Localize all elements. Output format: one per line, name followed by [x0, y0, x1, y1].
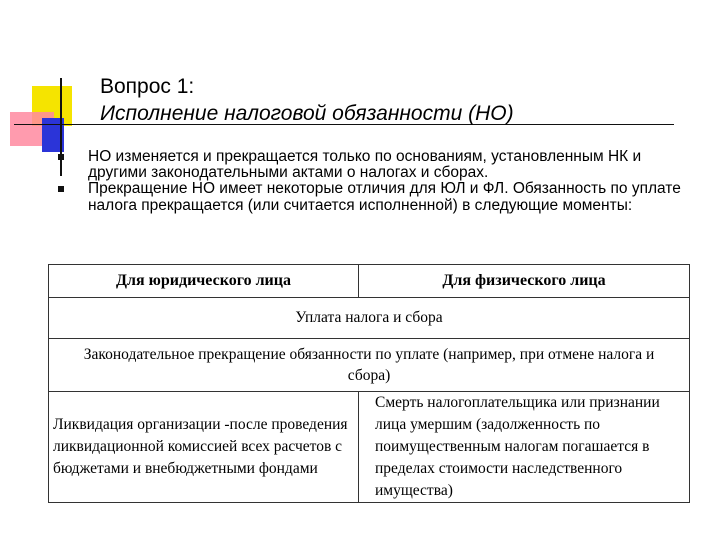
cell-tax-payment: Уплата налога и сбора	[49, 298, 690, 339]
table-row	[49, 392, 690, 503]
bullet-text: НО изменяется и прекращается только по основаниям, установленным НК и другими законодательными актами о налогах и сборах.	[88, 148, 642, 182]
cell-law-termination: Законодательное прекращение обязанности по уплате (например, при отмене налога и сбора)	[49, 339, 690, 392]
header-legal-entity: Для юридического лица	[49, 265, 359, 298]
comparison-table	[48, 264, 690, 503]
bullet-square-icon	[58, 154, 64, 160]
table-row	[49, 298, 690, 339]
slide-title	[100, 74, 700, 126]
bullet-text: Прекращение НО имеет некоторые отличия для ЮЛ и ФЛ. Обязанность по уплате налога прекращается (или считается исполненной) в следующие моменты:	[88, 180, 681, 214]
bullet-item	[58, 149, 698, 181]
title-line-1: Вопрос 1:	[100, 75, 195, 98]
cell-legal-entity-liquidation: Ликвидация организации -после проведения ликвидационной комиссией всех расчетов с бюджетами и внебюджетными фондами	[49, 392, 359, 503]
title-line-2: Исполнение налоговой обязанности (НО)	[100, 102, 514, 125]
header-individual: Для физического лица	[359, 265, 690, 298]
table-header-row	[49, 265, 690, 298]
bullet-list	[58, 149, 698, 214]
cell-individual-death: Смерть налогоплательщика или признании лица умершим (задолженность по поимущественным налогам погашается в пределах стоимости наследственного имущества)	[359, 392, 690, 503]
table-row	[49, 339, 690, 392]
bullet-square-icon	[58, 186, 64, 192]
bullet-item	[58, 181, 698, 213]
